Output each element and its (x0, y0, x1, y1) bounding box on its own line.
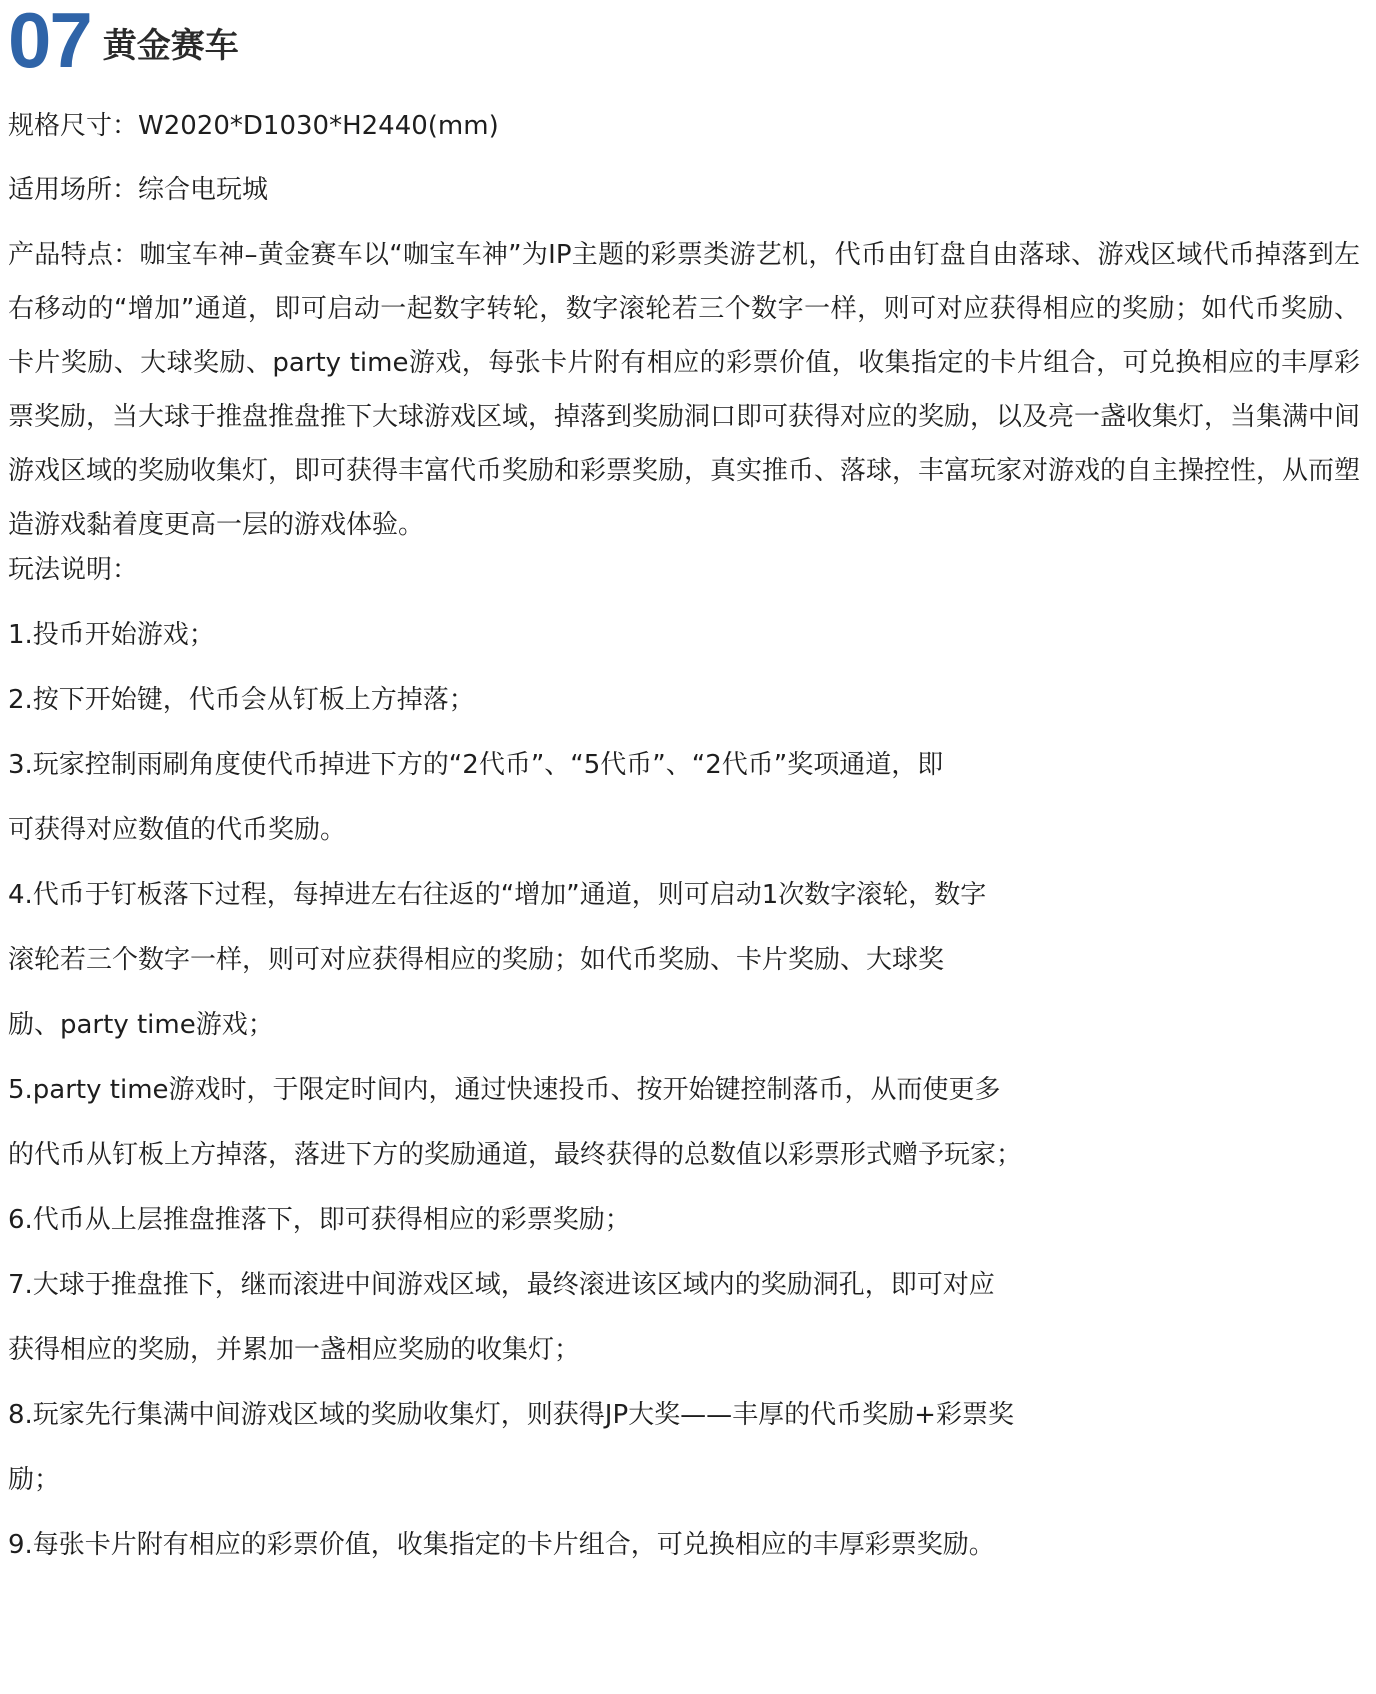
rule-line-3-cont: 可获得对应数值的代币奖励。 (8, 815, 347, 845)
rule-line-8: 8.玩家先行集满中间游戏区域的奖励收集灯，则获得JP大奖——丰厚的代币奖励+彩票奖 (8, 1400, 1014, 1430)
rule-line-9: 9.每张卡片附有相应的彩票价值，收集指定的卡片组合，可兑换相应的丰厚彩票奖励。 (8, 1530, 995, 1560)
rule-line-5: 5.party time游戏时，于限定时间内，通过快速投币、按开始键控制落币，从而使更多 (8, 1075, 1001, 1105)
rule-line-8-cont: 励； (8, 1465, 61, 1495)
rule-line-2: 2.按下开始键，代币会从钉板上方掉落； (8, 685, 475, 715)
rule-line-4-cont: 滚轮若三个数字一样，则可对应获得相应的奖励；如代币奖励、卡片奖励、大球奖 (8, 945, 945, 975)
venue-line: 适用场所：综合电玩城 (8, 175, 269, 205)
rule-line-3: 3.玩家控制雨刷角度使代币掉进下方的“2代币”、“5代币”、“2代币”奖项通道，即 (8, 750, 944, 780)
section-title: 黄金赛车 (102, 25, 239, 66)
rule-line-4: 4.代币于钉板落下过程，每掉进左右往返的“增加”通道，则可启动1次数字滚轮，数字 (8, 880, 987, 910)
rule-line-6: 6.代币从上层推盘推落下，即可获得相应的彩票奖励； (8, 1205, 631, 1235)
section-header (8, 0, 239, 84)
rules-heading: 玩法说明： (8, 555, 139, 585)
rule-line-4-cont-2: 励、party time游戏； (8, 1010, 274, 1040)
rule-line-5-cont: 的代币从钉板上方掉落，落进下方的奖励通道，最终获得的总数值以彩票形式赠予玩家； (8, 1140, 1023, 1170)
rule-line-7-cont: 获得相应的奖励，并累加一盏相应奖励的收集灯； (8, 1335, 581, 1365)
spec-line: 规格尺寸：W2020*D1030*H2440(mm) (8, 111, 499, 141)
features-paragraph: 产品特点：咖宝车神–黄金赛车以“咖宝车神”为IP主题的彩票类游艺机，代币由钉盘自由落球、游戏区域代币掉落到左右移动的“增加”通道，即可启动一起数字转轮，数字滚轮若三个数字一样，则可对应获得相应的奖励；如代币奖励、卡片奖励、大球奖励、party time游戏，每张卡片附有相应的彩票价值，收集指定的卡片组合，可兑换相应的丰厚彩票奖励，当大球于推盘推盘推下大球游戏区域，掉落到奖励洞口即可获得对应的奖励，以及亮一盏收集灯，当集满中间游戏区域的奖励收集灯，即可获得丰富代币奖励和彩票奖励，真实推币、落球，丰富玩家对游戏的自主操控性，从而塑造游戏黏着度更高一层的游戏体验。 (8, 240, 1361, 540)
section-number: 07 (8, 0, 91, 84)
rule-line-1: 1.投币开始游戏； (8, 620, 215, 650)
rule-line-7: 7.大球于推盘推下，继而滚进中间游戏区域，最终滚进该区域内的奖励洞孔，即可对应 (8, 1270, 995, 1300)
